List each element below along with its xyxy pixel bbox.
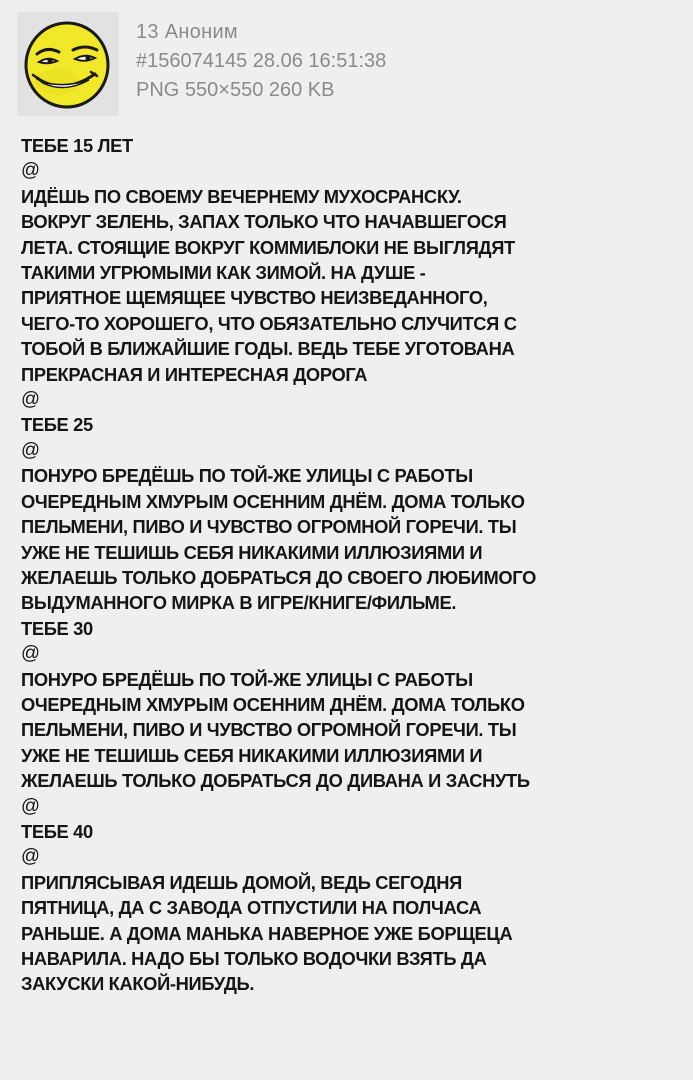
yellow-smug-face-icon: [17, 12, 119, 116]
post-body: [21, 133, 671, 997]
body-line: ТЕБЕ 25: [21, 414, 93, 436]
body-line: ЖЕЛАЕШЬ ТОЛЬКО ДОБРАТЬСЯ ДО ДИВАНА И ЗАСНУТЬ: [21, 770, 530, 792]
body-line: ТЕБЕ 15 ЛЕТ: [21, 135, 133, 156]
body-line: ЛЕТА. СТОЯЩИЕ ВОКРУГ КОММИБЛОКИ НЕ ВЫГЛЯДЯТ: [21, 236, 515, 258]
body-line: ИДЁШЬ ПО СВОЕМУ ВЕЧЕРНЕМУ МУХОСРАНСКУ.: [21, 185, 462, 207]
body-line: ПЕЛЬМЕНИ, ПИВО И ЧУВСТВО ОГРОМНОЙ ГОРЕЧИ. ТЫ: [21, 516, 517, 538]
body-line: НАВАРИЛА. НАДО БЫ ТОЛЬКО ВОДОЧКИ ВЗЯТЬ ДА: [21, 948, 487, 969]
body-line: ТЕБЕ 30: [21, 617, 93, 639]
body-separator: @: [21, 439, 40, 461]
body-line: ПРЕКРАСНАЯ И ИНТЕРЕСНАЯ ДОРОГА: [21, 363, 368, 385]
body-line: ТОБОЙ В БЛИЖАЙШИЕ ГОДЫ. ВЕДЬ ТЕБЕ УГОТОВАНА: [21, 338, 515, 360]
body-line: ПОНУРО БРЕДЁШЬ ПО ТОЙ-ЖЕ УЛИЦЫ С РАБОТЫ: [21, 465, 473, 487]
body-line: ПРИПЛЯСЫВАЯ ИДЕШЬ ДОМОЙ, ВЕДЬ СЕГОДНЯ: [21, 871, 462, 893]
body-separator: @: [21, 795, 40, 817]
poster-name[interactable]: 13 Аноним: [136, 21, 238, 43]
body-separator: @: [21, 160, 40, 182]
body-line: РАНЬШЕ. А ДОМА МАНЬКА НАВЕРНОЕ УЖЕ БОРЩЕЦА: [21, 922, 513, 944]
post-thumbnail[interactable]: [17, 12, 119, 116]
body-separator: @: [21, 643, 40, 665]
body-line: ЗАКУСКИ КАКОЙ-НИБУДЬ.: [21, 973, 255, 995]
body-line: ЧЕГО-ТО ХОРОШЕГО, ЧТО ОБЯЗАТЕЛЬНО СЛУЧИТСЯ С: [21, 312, 517, 334]
body-line: ПРИЯТНОЕ ЩЕМЯЩЕЕ ЧУВСТВО НЕИЗВЕДАННОГО,: [21, 287, 488, 309]
body-line: ЖЕЛАЕШЬ ТОЛЬКО ДОБРАТЬСЯ ДО СВОЕГО ЛЮБИМОГО: [21, 566, 536, 588]
body-line: УЖЕ НЕ ТЕШИШЬ СЕБЯ НИКАКИМИ ИЛЛЮЗИЯМИ И: [21, 744, 483, 766]
body-line: УЖЕ НЕ ТЕШИШЬ СЕБЯ НИКАКИМИ ИЛЛЮЗИЯМИ И: [21, 541, 483, 563]
body-line: ВОКРУГ ЗЕЛЕНЬ, ЗАПАХ ТОЛЬКО ЧТО НАЧАВШЕГОСЯ: [21, 211, 507, 233]
body-separator: @: [21, 389, 40, 411]
body-line: ВЫДУМАННОГО МИРКА В ИГРЕ/КНИГЕ/ФИЛЬМЕ.: [21, 592, 457, 614]
file-info[interactable]: PNG 550×550 260 KB: [136, 79, 335, 101]
body-line: ТАКИМИ УГРЮМЫМИ КАК ЗИМОЙ. НА ДУШЕ -: [21, 262, 426, 284]
post-id-datetime[interactable]: #156074145 28.06 16:51:38: [136, 50, 387, 72]
body-separator: @: [21, 846, 40, 868]
body-line: ПЕЛЬМЕНИ, ПИВО И ЧУВСТВО ОГРОМНОЙ ГОРЕЧИ. ТЫ: [21, 719, 517, 741]
body-line: ПОНУРО БРЕДЁШЬ ПО ТОЙ-ЖЕ УЛИЦЫ С РАБОТЫ: [21, 668, 473, 690]
body-line: ОЧЕРЕДНЫМ ХМУРЫМ ОСЕННИМ ДНЁМ. ДОМА ТОЛЬКО: [21, 693, 525, 715]
post-meta: [136, 18, 386, 105]
body-line: ПЯТНИЦА, ДА С ЗАВОДА ОТПУСТИЛИ НА ПОЛЧАСА: [21, 897, 482, 919]
body-line: ТЕБЕ 40: [21, 820, 93, 842]
body-line: ОЧЕРЕДНЫМ ХМУРЫМ ОСЕННИМ ДНЁМ. ДОМА ТОЛЬКО: [21, 490, 525, 512]
